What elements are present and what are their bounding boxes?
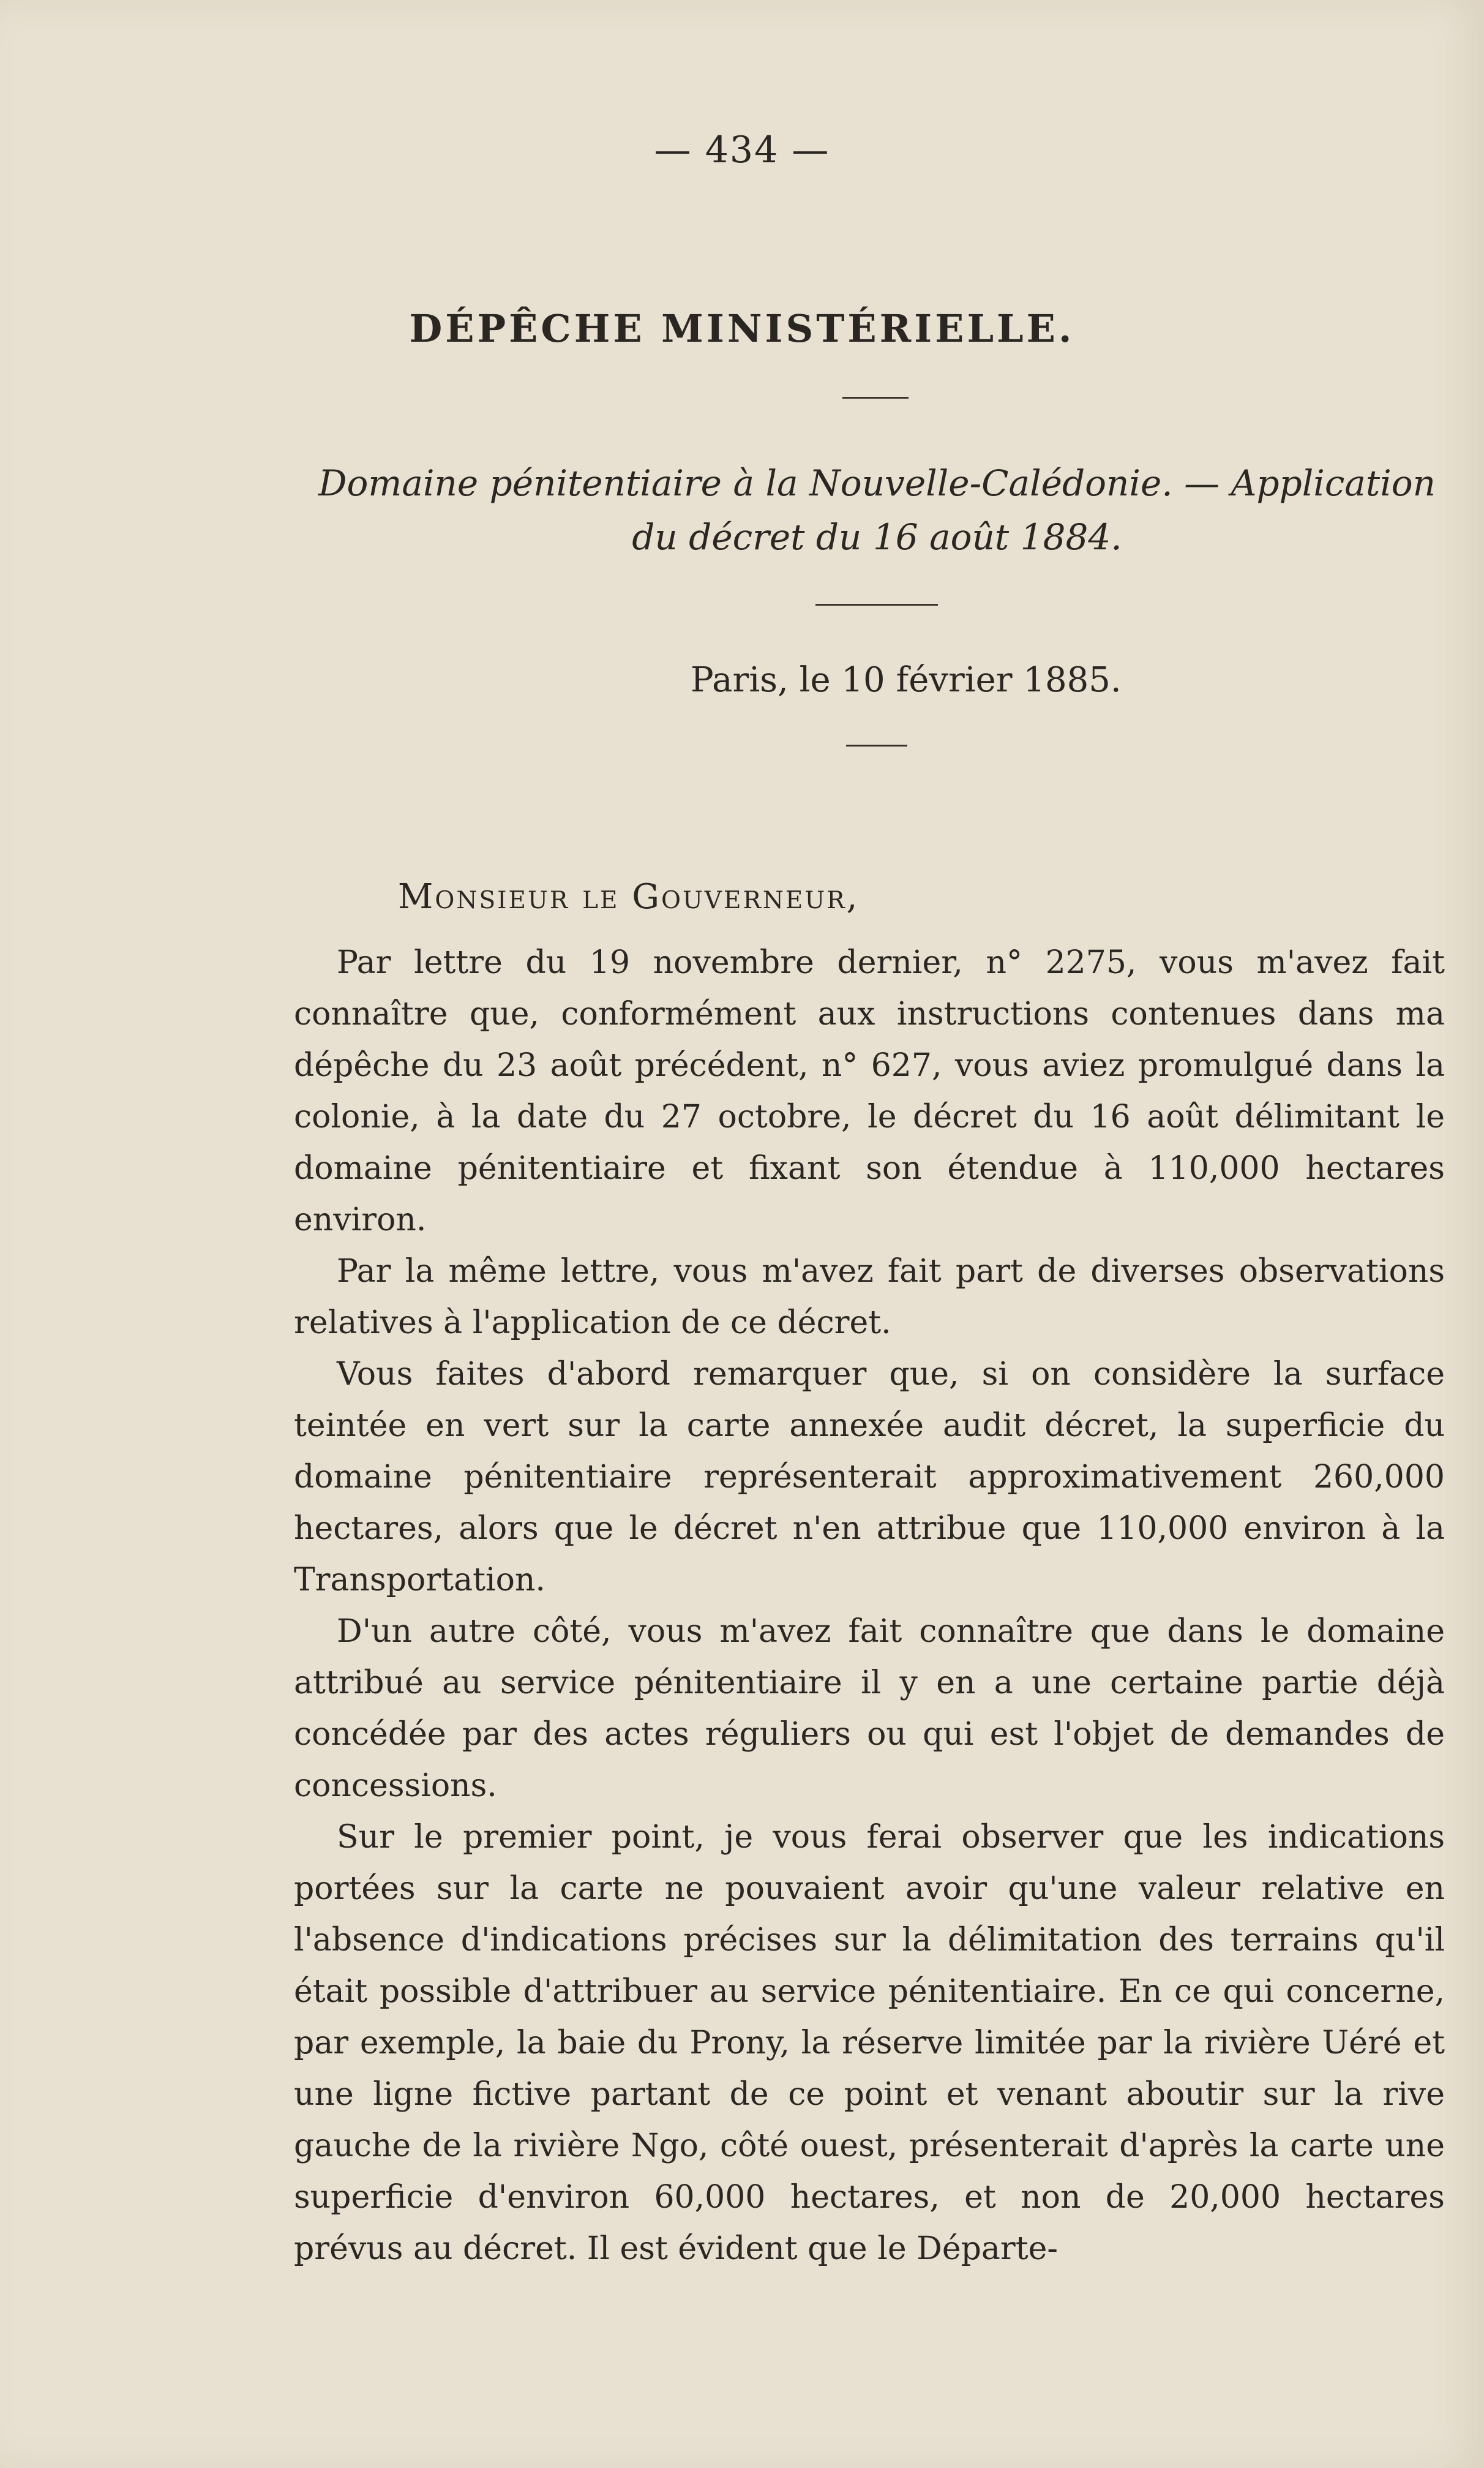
subtitle-divider: [815, 604, 938, 606]
dateline-divider: [846, 745, 907, 747]
salutation: Monsieur le Gouverneur,: [398, 877, 860, 917]
dateline: Paris, le 10 février 1885.: [691, 660, 1122, 700]
letter-body: [294, 937, 1445, 2274]
paragraph-5: Sur le premier point, je vous ferai observer que les indications portées sur la carte ne pouvaient avoir qu'une valeur relative en l'absence d'indications précises sur la délimitation des terrains qu'il était possible d'attribuer au service pénitentiaire. En ce qui concerne, par exemple, la baie du Prony, la réserve limitée par la rivière Uéré et une ligne fictive partant de ce point et venant aboutir sur la rive gauche de la rivière Ngo, côté ouest, présenterait d'après la carte une superficie d'environ 60,000 hectares, et non de 20,000 hectares prévus au décret. Il est évident que le Départe-: [294, 1819, 1445, 2267]
page-number: — 434 —: [654, 129, 830, 171]
document-subtitle: Domaine pénitentiaire à la Nouvelle-Calédonie. — Application du décret du 16 août 1884.: [318, 462, 1436, 558]
document-title: DÉPÊCHE MINISTÉRIELLE.: [409, 306, 1075, 351]
title-divider: [842, 397, 909, 399]
paragraph-4: D'un autre côté, vous m'avez fait connaître que dans le domaine attribué au service pénitentiaire il y en a une certaine partie déjà concédée par des actes réguliers ou qui est l'objet de demandes de concessions.: [294, 1613, 1445, 1804]
paragraph-3: Vous faites d'abord remarquer que, si on considère la surface teintée en vert sur la carte annexée audit décret, la superficie du domaine pénitentiaire représenterait approximativement 260,000 hectares, alors que le décret n'en attribue que 110,000 environ à la Transportation.: [294, 1356, 1445, 1598]
paragraph-1: Par lettre du 19 novembre dernier, n° 2275, vous m'avez fait connaître que, conformément aux instructions contenues dans ma dépêche du 23 août précédent, n° 627, vous aviez promulgué dans la colonie, à la date du 27 octobre, le décret du 16 août délimitant le domaine pénitentiaire et fixant son étendue à 110,000 hectares environ.: [294, 944, 1445, 1238]
paragraph-2: Par la même lettre, vous m'avez fait part de diverses observations relatives à l'application de ce décret.: [294, 1253, 1445, 1341]
